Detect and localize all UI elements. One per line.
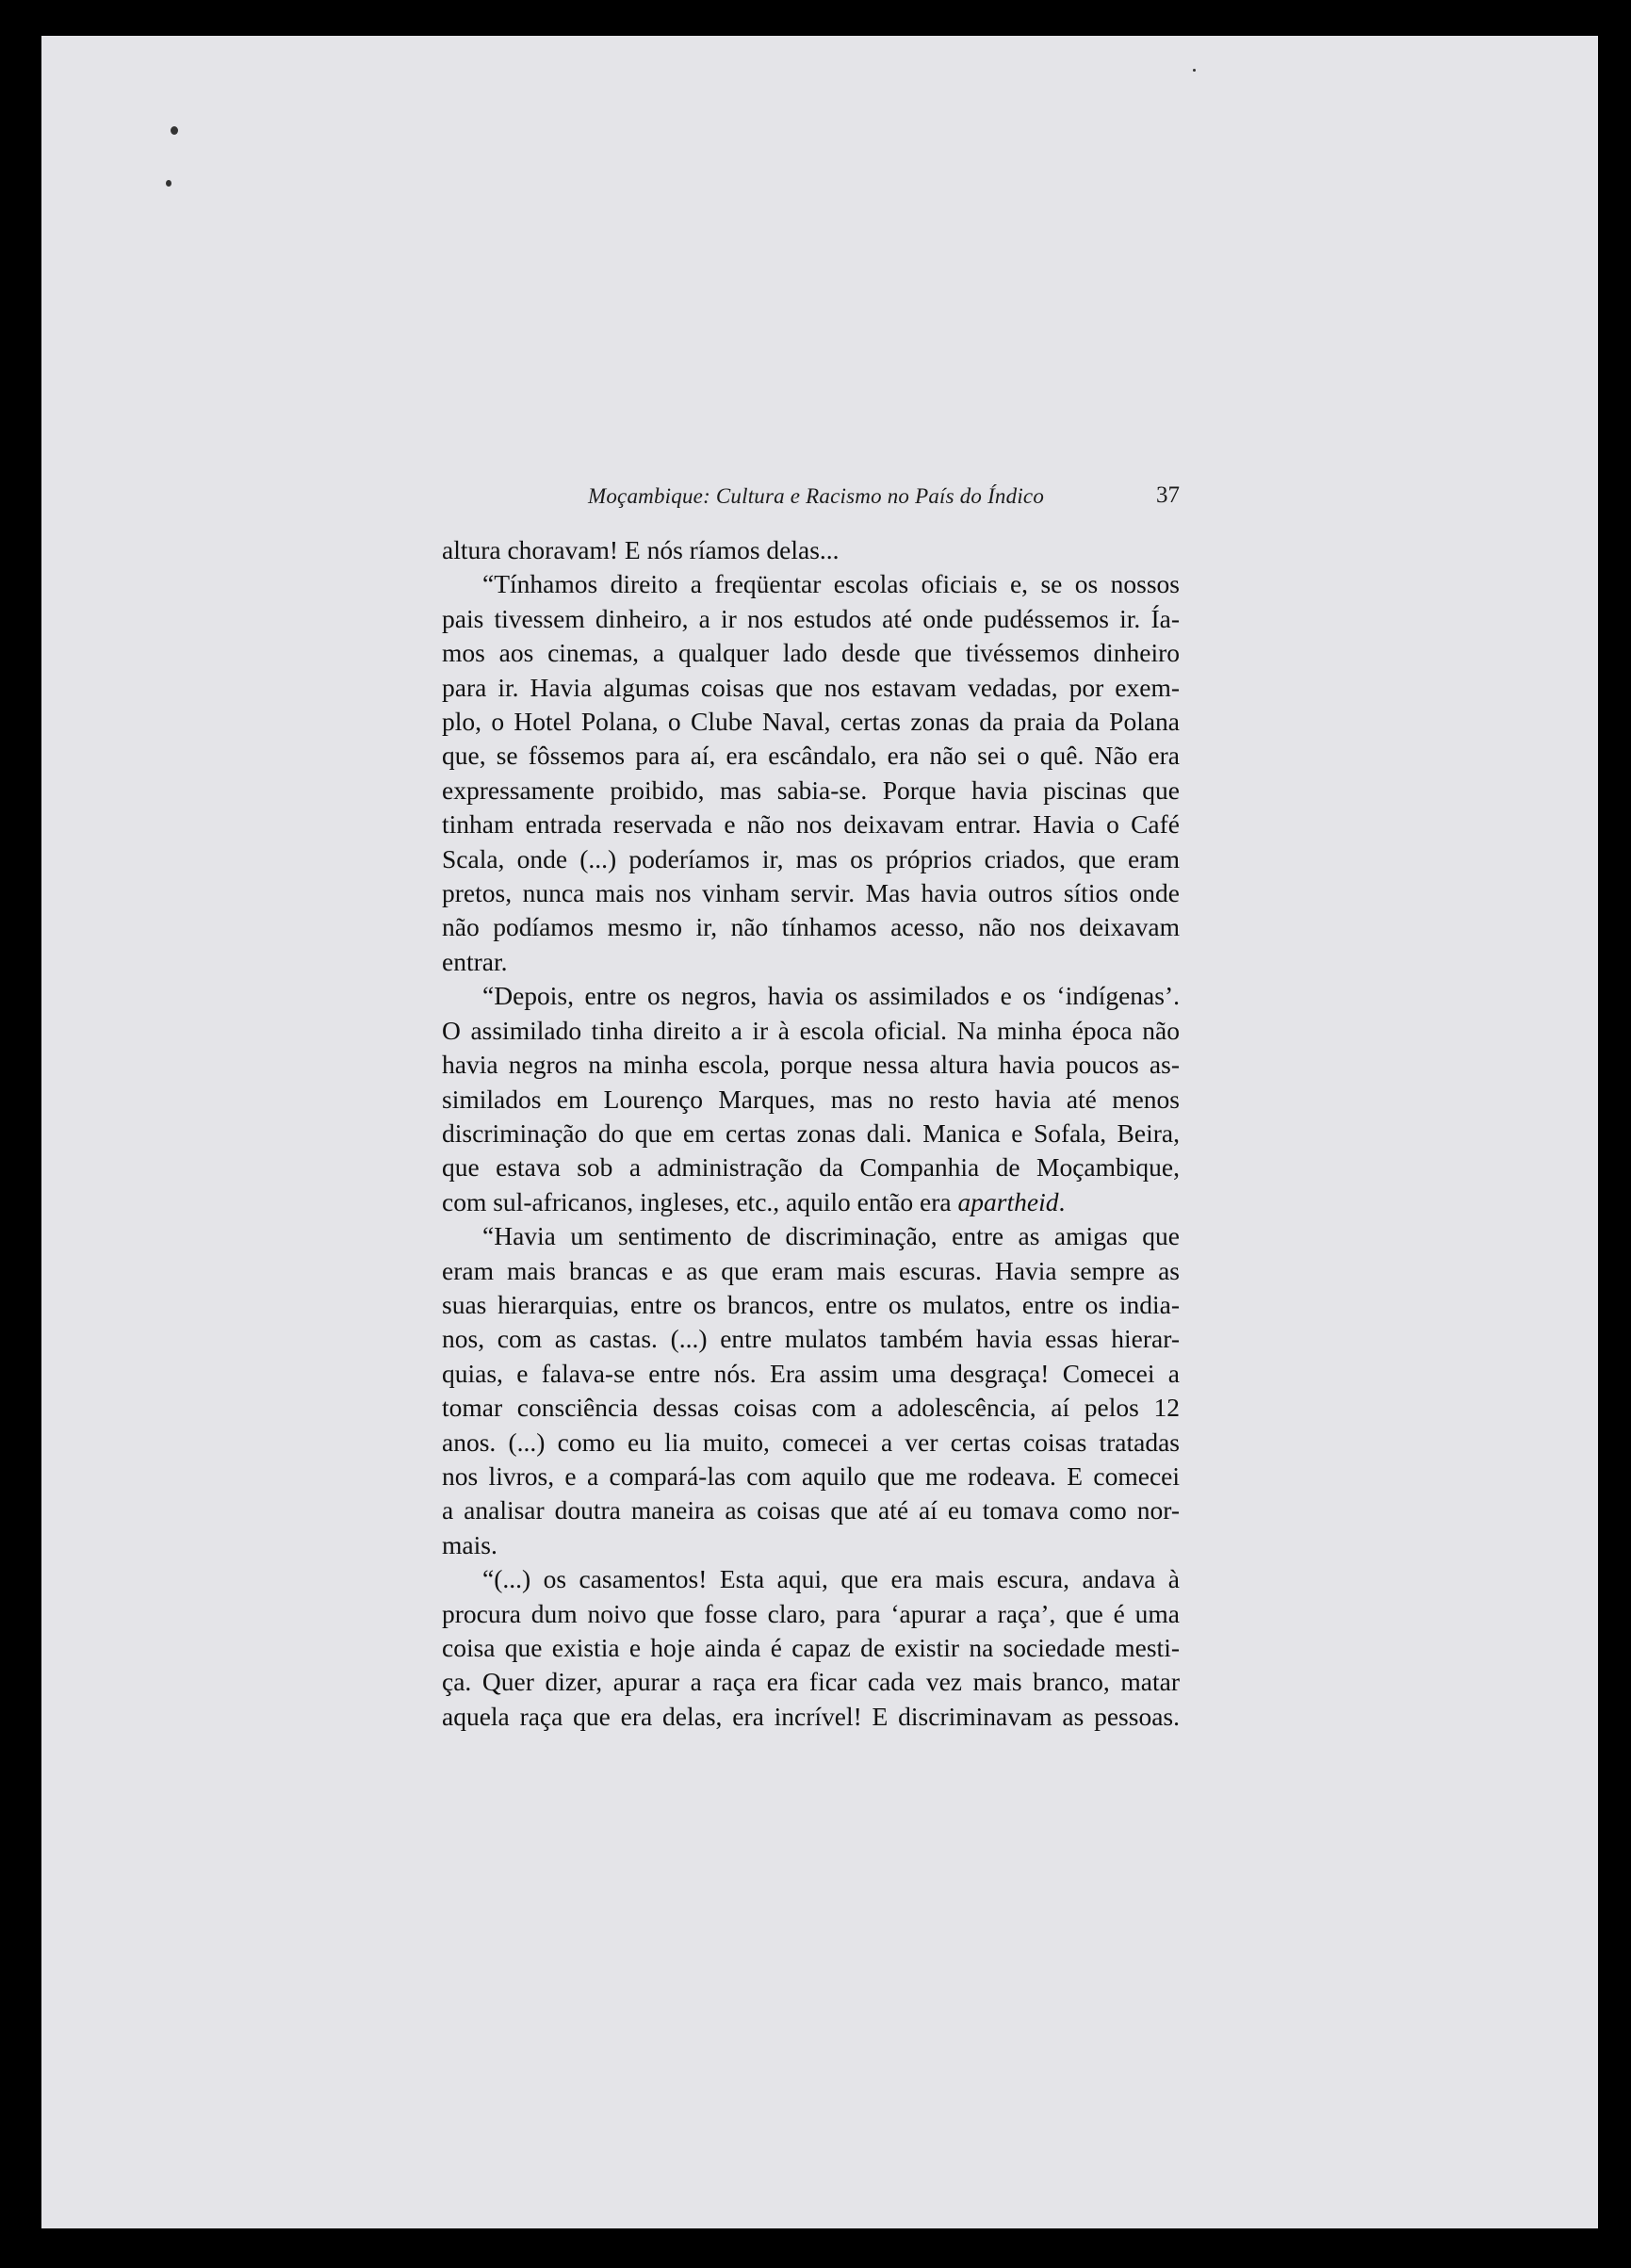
body-text bbox=[442, 533, 1180, 1734]
text-line bbox=[442, 1288, 1180, 1322]
text-line-content: para ir. Havia algumas coisas que nos estavam vedadas, por exem- bbox=[442, 672, 1180, 702]
text-line bbox=[442, 876, 1180, 910]
text-line-content: plo, o Hotel Polana, o Clube Naval, certas zonas da praia da Polana bbox=[442, 707, 1180, 737]
text-line bbox=[442, 1528, 1180, 1562]
text-line bbox=[442, 1048, 1180, 1082]
text-line-content: Scala, onde (...) poderíamos ir, mas os próprios criados, que eram bbox=[442, 843, 1180, 873]
text-line-content: “Tínhamos direito a freqüentar escolas oficiais e, se os nossos bbox=[482, 569, 1180, 599]
scan-speck bbox=[171, 126, 178, 135]
text-line bbox=[442, 808, 1180, 841]
text-line bbox=[442, 739, 1180, 773]
text-line bbox=[442, 1150, 1180, 1184]
text-line-content: nos livros, e a compará-las com aquilo que me rodeava. E comecei bbox=[442, 1460, 1180, 1491]
text-line bbox=[442, 1597, 1180, 1631]
text-line-content: O assimilado tinha direito a ir à escola oficial. Na minha época não bbox=[442, 1015, 1180, 1045]
text-line bbox=[442, 671, 1180, 705]
text-line bbox=[442, 1185, 1180, 1219]
text-line bbox=[442, 1117, 1180, 1150]
text-line-content: “Havia um sentimento de discriminação, entre as amigas que bbox=[482, 1221, 1180, 1251]
scan-speck bbox=[1193, 69, 1196, 72]
text-line-tail: . bbox=[1058, 1186, 1066, 1216]
text-line-content: eram mais brancas e as que eram mais escuras. Havia sempre as bbox=[442, 1255, 1180, 1285]
text-line-content: que estava sob a administração da Companhia de Moçambique, bbox=[442, 1152, 1180, 1183]
text-line-content: pretos, nunca mais nos vinham servir. Mas havia outros sítios onde bbox=[442, 878, 1180, 908]
text-line-content: quias, e falava-se entre nós. Era assim uma desgraça! Comecei a bbox=[442, 1358, 1180, 1388]
text-line-content: que, se fôssemos para aí, era escândalo, era não sei o quê. Não era bbox=[442, 741, 1180, 771]
text-line-content: a analisar doutra maneira as coisas que até aí eu tomava como nor- bbox=[442, 1495, 1180, 1526]
text-line bbox=[442, 533, 1180, 567]
text-line-content: similados em Lourenço Marques, mas no resto havia até menos bbox=[442, 1084, 1180, 1114]
text-line-content: aquela raça que era delas, era incrível! E discriminavam as pessoas. bbox=[442, 1701, 1180, 1731]
text-line bbox=[442, 1700, 1180, 1734]
text-line bbox=[442, 1631, 1180, 1665]
text-line bbox=[442, 1665, 1180, 1699]
text-line bbox=[442, 1014, 1180, 1048]
text-line-content: suas hierarquias, entre os brancos, entre os mulatos, entre os india- bbox=[442, 1289, 1180, 1319]
italic-term: apartheid bbox=[957, 1186, 1059, 1216]
running-header bbox=[442, 475, 1180, 514]
text-line bbox=[442, 1322, 1180, 1356]
text-line bbox=[442, 979, 1180, 1013]
text-line-content: nos, com as castas. (...) entre mulatos também havia essas hierar- bbox=[442, 1324, 1180, 1354]
text-line-content: altura choravam! E nós ríamos delas... bbox=[442, 535, 840, 564]
text-line-content: coisa que existia e hoje ainda é capaz de existir na sociedade mesti- bbox=[442, 1633, 1180, 1662]
text-line-content: mais. bbox=[442, 1529, 497, 1559]
text-line-content: “Depois, entre os negros, havia os assimilados e os ‘indígenas’. bbox=[482, 981, 1180, 1011]
text-line bbox=[442, 910, 1180, 944]
text-line-content: havia negros na minha escola, porque nessa altura havia poucos as- bbox=[442, 1050, 1180, 1080]
text-line bbox=[442, 1219, 1180, 1253]
text-line bbox=[442, 567, 1180, 601]
text-line bbox=[442, 1493, 1180, 1527]
text-line-content: não podíamos mesmo ir, não tínhamos acesso, não nos deixavam bbox=[442, 912, 1180, 942]
text-line bbox=[442, 945, 1180, 979]
text-line bbox=[442, 602, 1180, 636]
text-line-content: ça. Quer dizer, apurar a raça era ficar cada vez mais branco, matar bbox=[442, 1667, 1180, 1697]
text-line bbox=[442, 1426, 1180, 1460]
text-line bbox=[442, 1562, 1180, 1596]
text-line-content: expressamente proibido, mas sabia-se. Porque havia piscinas que bbox=[442, 775, 1180, 805]
text-line bbox=[442, 1460, 1180, 1493]
text-line bbox=[442, 842, 1180, 876]
running-title: Moçambique: Cultura e Racismo no País do Índico bbox=[588, 484, 1045, 508]
text-line bbox=[442, 774, 1180, 808]
text-line bbox=[442, 1083, 1180, 1117]
text-line bbox=[442, 1391, 1180, 1425]
text-line-content: pais tivessem dinheiro, a ir nos estudos até onde pudéssemos ir. Ía- bbox=[442, 603, 1180, 633]
text-line bbox=[442, 705, 1180, 739]
text-line-content: tinham entrada reservada e não nos deixavam entrar. Havia o Café bbox=[442, 809, 1180, 840]
page-number: 37 bbox=[1156, 482, 1180, 508]
text-line-content: anos. (...) como eu lia muito, comecei a ver certas coisas tratadas bbox=[442, 1427, 1180, 1457]
text-line-content: tomar consciência dessas coisas com a adolescência, aí pelos 12 bbox=[442, 1393, 1180, 1423]
text-line-content: “(...) os casamentos! Esta aqui, que era mais escura, andava à bbox=[482, 1564, 1180, 1594]
text-line-content: procura dum noivo que fosse claro, para ‘apurar a raça’, que é uma bbox=[442, 1598, 1180, 1628]
text-line-content: discriminação do que em certas zonas dali. Manica e Sofala, Beira, bbox=[442, 1118, 1180, 1148]
text-line-content: com sul-africanos, ingleses, etc., aquilo então era bbox=[442, 1186, 958, 1216]
text-line-content: mos aos cinemas, a qualquer lado desde que tivéssemos dinheiro bbox=[442, 638, 1180, 668]
text-line-content: entrar. bbox=[442, 946, 508, 976]
scan-speck bbox=[166, 180, 171, 187]
text-line bbox=[442, 636, 1180, 670]
text-line bbox=[442, 1254, 1180, 1288]
text-line bbox=[442, 1357, 1180, 1391]
